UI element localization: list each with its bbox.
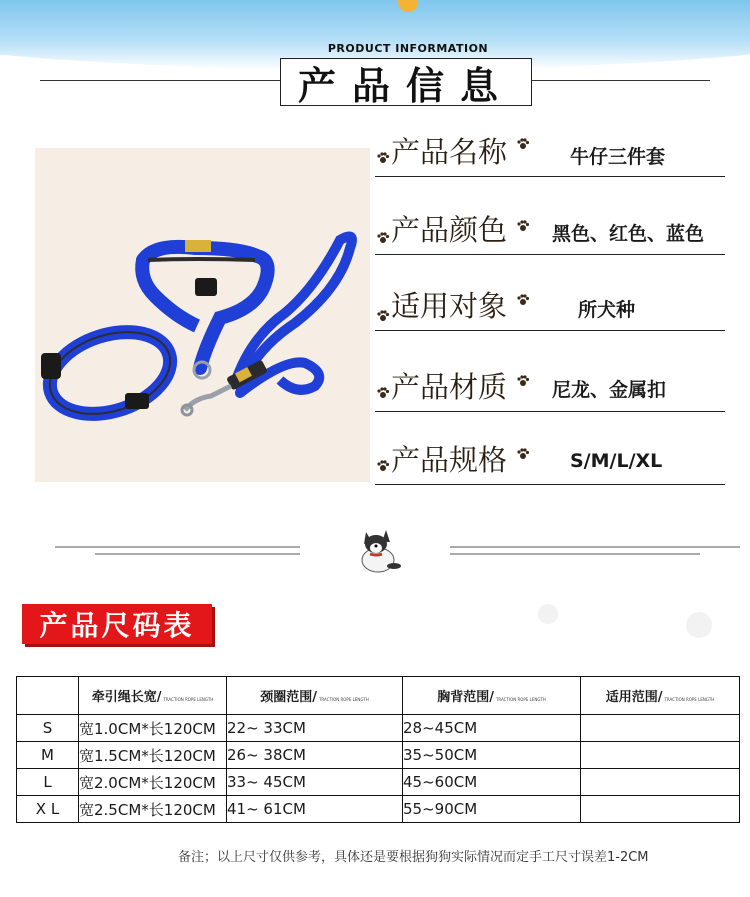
page-title: 产品信息 <box>280 58 532 106</box>
size-cell: M <box>17 742 79 769</box>
size-table <box>16 676 740 823</box>
table-header-chest: 胸背范围/ TRACTION ROPE LENGTH <box>403 677 581 715</box>
suitable-cell <box>581 769 740 796</box>
header-right-line <box>530 80 710 81</box>
header-left-line <box>40 80 280 81</box>
chest-cell: 45~60CM <box>403 769 581 796</box>
size-cell: X L <box>17 796 79 823</box>
chest-cell: 55~90CM <box>403 796 581 823</box>
rope-cell: 宽1.0CM*长120CM <box>79 715 227 742</box>
chest-cell: 35~50CM <box>403 742 581 769</box>
table-row <box>17 742 740 769</box>
info-row-name <box>375 116 725 177</box>
decorative-blur <box>538 604 558 624</box>
table-row <box>17 796 740 823</box>
info-value: 牛仔三件套 <box>570 146 666 168</box>
right-divider <box>450 545 740 557</box>
product-photo <box>35 148 370 482</box>
table-header-neck: 颈圈范围/ TRACTION ROPE LENGTH <box>227 677 403 715</box>
info-label: 产品规格 <box>391 443 508 477</box>
suitable-cell <box>581 715 740 742</box>
paw-icon <box>377 387 389 399</box>
chest-cell: 28~45CM <box>403 715 581 742</box>
info-value: 黑色、红色、蓝色 <box>552 223 705 245</box>
decorative-blur <box>686 612 712 638</box>
rope-cell: 宽2.5CM*长120CM <box>79 796 227 823</box>
info-label: 产品颜色 <box>391 213 508 247</box>
table-header-size <box>17 677 79 715</box>
rope-cell: 宽1.5CM*长120CM <box>79 742 227 769</box>
paw-icon <box>517 375 529 387</box>
size-cell: L <box>17 769 79 796</box>
paw-icon <box>517 448 529 460</box>
info-label: 产品名称 <box>391 135 508 169</box>
suitable-cell <box>581 796 740 823</box>
left-divider <box>55 545 300 557</box>
neck-cell: 26~ 38CM <box>227 742 403 769</box>
info-row-material <box>375 351 725 412</box>
paw-icon <box>377 232 389 244</box>
neck-cell: 41~ 61CM <box>227 796 403 823</box>
info-row-target <box>375 270 725 331</box>
size-cell: S <box>17 715 79 742</box>
info-value: S/M/L/XL <box>570 450 663 472</box>
size-note: 备注；以上尺寸仅供参考，具体还是要根据狗狗实际情况而定手工尺寸误差1-2CM <box>178 850 649 865</box>
info-label: 适用对象 <box>391 289 508 323</box>
info-value: 所犬种 <box>578 299 636 321</box>
info-label: 产品材质 <box>391 370 508 404</box>
suitable-cell <box>581 742 740 769</box>
info-value: 尼龙、金属扣 <box>552 379 667 401</box>
paw-icon <box>517 294 529 306</box>
neck-cell: 33~ 45CM <box>227 769 403 796</box>
rope-cell: 宽2.0CM*长120CM <box>79 769 227 796</box>
paw-icon <box>377 310 389 322</box>
harness-set-illustration <box>35 148 370 482</box>
dog-icon <box>352 522 404 576</box>
info-row-spec <box>375 424 725 485</box>
table-row <box>17 769 740 796</box>
table-row <box>17 715 740 742</box>
header-subtitle: PRODUCT INFORMATION <box>327 42 489 55</box>
size-chart-title: 产品尺码表 <box>22 604 212 644</box>
table-header-row <box>17 677 740 715</box>
table-header-rope: 牵引绳长宽/ TRACTION ROPE LENGTH <box>79 677 227 715</box>
paw-icon <box>377 460 389 472</box>
paw-icon <box>377 152 389 164</box>
paw-icon <box>517 138 529 150</box>
info-row-color <box>375 194 725 255</box>
table-header-suitable: 适用范围/ TRACTION ROPE LENGTH <box>581 677 740 715</box>
neck-cell: 22~ 33CM <box>227 715 403 742</box>
paw-icon <box>517 220 529 232</box>
